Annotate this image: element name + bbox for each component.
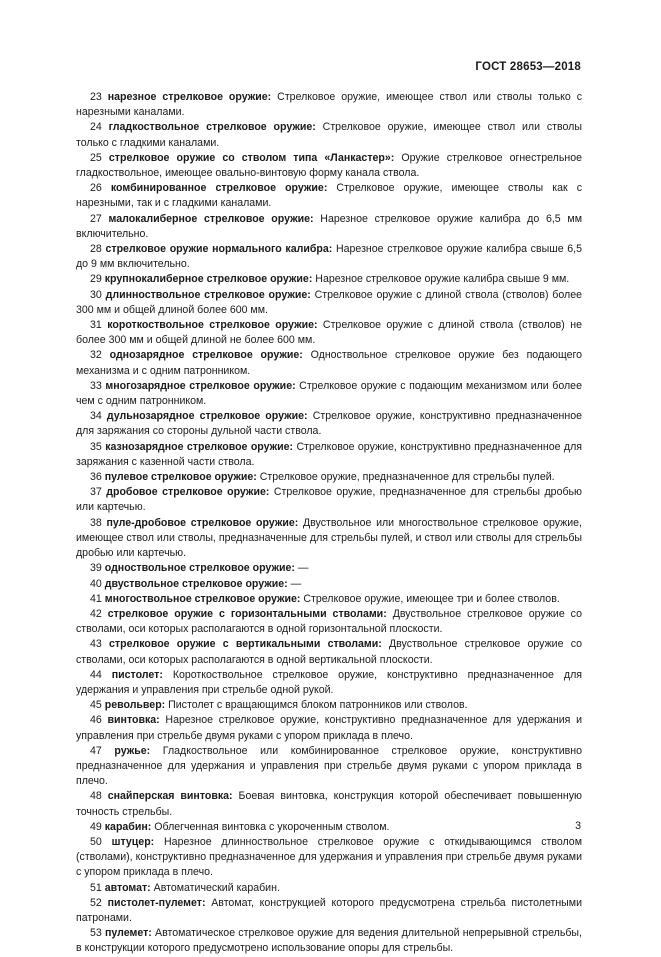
term-entry-37	[76, 485, 582, 515]
term-entry-24	[76, 120, 582, 150]
term-entry-29	[76, 272, 582, 287]
term-entry-39	[76, 561, 582, 576]
entry-definition: Автоматическое стрелковое оружие для ведения длительной непрерывной стрельбы, в конструкции которого предусмотрено использование опоры для стрельбы.	[76, 927, 582, 955]
entry-definition: Нарезное стрелковое оружие калибра до 6,5 мм включительно.	[76, 212, 582, 240]
entry-definition: Нарезное стрелковое оружие калибра свыше 9 мм.	[312, 273, 570, 286]
entry-definition: Стрелковое оружие с подающим механизмом или более чем с одним патронником.	[76, 379, 582, 408]
entry-term: однозарядное стрелковое оружие:	[109, 349, 303, 362]
entry-definition: —	[287, 577, 302, 590]
term-entry-34	[76, 409, 582, 439]
entry-number: 31	[90, 319, 102, 332]
entry-definition: Стрелковое оружие с длиной ствола (стволов) не более 300 мм и общей длиной не более 600 мм.	[76, 319, 582, 347]
entry-definition: Стрелковое оружие с длиной ствола (стволов) более 300 мм и общей длиной более 600 мм.	[76, 288, 582, 316]
entry-term: длинноствольное стрелковое оружие:	[105, 288, 311, 301]
entry-term: пистолет-пулемет:	[107, 896, 206, 909]
entry-number: 53	[90, 927, 102, 940]
entry-definition: Стрелковое оружие, предназначенное для стрельбы дробью или картечью.	[76, 486, 582, 514]
entry-number: 30	[90, 288, 102, 301]
term-entry-53	[76, 926, 582, 956]
entry-term: револьвер:	[104, 699, 166, 712]
entry-number: 37	[90, 486, 102, 499]
term-entry-40	[76, 577, 582, 592]
entry-number: 43	[90, 638, 102, 651]
entry-number: 24	[90, 121, 102, 134]
term-entry-32	[76, 348, 582, 378]
entry-term: стрелковое оружие с вертикальными стволами:	[109, 638, 382, 651]
entry-definition: Стрелковое оружие, имеющее ствол или стволы только с гладкими каналами.	[76, 121, 582, 149]
entry-term: стрелковое оружие с горизонтальными стволами:	[107, 607, 387, 620]
entry-definition: Короткоствольное стрелковое оружие, конструктивно предназначенное для удержания и управления при стрельбе одной рукой.	[76, 668, 582, 696]
term-entry-43	[76, 637, 582, 667]
entry-definition: Оружие стрелковое огнестрельное гладкоствольное, имеющее овально-винтовую форму канала ствола.	[76, 151, 582, 180]
entry-term: короткоствольное стрелковое оружие:	[107, 319, 318, 332]
entry-number: 42	[90, 607, 102, 620]
entry-definition: Автоматический карабин.	[150, 881, 280, 894]
entry-term: пулевое стрелковое оружие:	[104, 471, 257, 484]
entry-number: 39	[90, 562, 102, 575]
term-entry-45	[76, 698, 582, 713]
entry-definition: —	[294, 562, 309, 575]
term-entry-30	[76, 288, 582, 318]
entry-term: винтовка:	[107, 714, 160, 727]
entry-term: крупнокалиберное стрелковое оружие:	[104, 273, 313, 286]
entry-definition: Боевая винтовка, конструкция которой обеспечивает повышенную точность стрельбы.	[76, 790, 583, 818]
term-entry-44	[76, 668, 582, 698]
entry-definition: Одноствольное стрелковое оружие без подающего механизма и с одним патронником.	[76, 349, 582, 377]
entry-number: 48	[90, 790, 102, 803]
entry-term: стрелковое оружие со стволом типа «Ланкастер»:	[108, 151, 395, 164]
term-entry-38	[76, 516, 582, 562]
entry-number: 23	[90, 91, 102, 103]
entry-definition: Стрелковое оружие, конструктивно предназначенное для заряжания с казенной части ствола.	[76, 440, 583, 468]
term-entry-27	[76, 212, 582, 242]
entry-number: 25	[90, 151, 102, 164]
entry-term: комбинированное стрелковое оружие:	[110, 182, 328, 195]
entry-definition: Нарезное стрелковое оружие калибра свыше 6,5 до 9 мм включительно.	[76, 243, 582, 271]
entry-term: пистолет:	[111, 668, 163, 681]
terms-list	[76, 90, 582, 957]
entry-term: пулемет:	[105, 927, 152, 940]
document-code-header: ГОСТ 28653—2018	[475, 61, 581, 73]
entry-definition: Двуствольное или многоствольное стрелковое оружие, имеющее ствол или стволы, предназначенные для стрельбы пулей, и ствол или стволы для стрельбы дробью или картечью.	[76, 516, 582, 560]
entry-term: многоствольное стрелковое оружие:	[104, 592, 301, 605]
term-entry-51	[76, 881, 582, 896]
entry-term: автомат:	[104, 881, 151, 894]
entry-number: 28	[90, 243, 102, 256]
term-entry-42	[76, 607, 582, 637]
entry-term: дульнозарядное стрелковое оружие:	[106, 410, 308, 423]
entry-term: дробовое стрелковое оружие:	[106, 486, 270, 499]
entry-definition: Нарезное стрелковое оружие, конструктивно предназначенное для удержания и управления при стрельбе двумя руками с упором приклада в плечо.	[76, 714, 582, 742]
term-entry-25	[76, 151, 582, 181]
entry-definition: Двуствольное стрелковое оружие со стволами, оси которых располагаются в одной горизонтальной плоскости.	[76, 607, 582, 636]
term-entry-50	[76, 835, 582, 881]
entry-term: карабин:	[104, 820, 152, 833]
entry-term: снайперская винтовка:	[107, 790, 233, 803]
entry-term: многозарядное стрелковое оружие:	[105, 379, 296, 392]
entry-number: 46	[90, 714, 102, 727]
page-number: 3	[575, 820, 581, 832]
term-entry-47	[76, 744, 582, 790]
term-entry-46	[76, 713, 582, 743]
term-entry-48	[76, 789, 582, 819]
term-entry-33	[76, 379, 582, 409]
term-entry-41	[76, 592, 582, 607]
entry-number: 52	[90, 896, 102, 909]
entry-definition: Пистолет с вращающимся блоком патронников или стволов.	[165, 699, 468, 712]
entry-number: 47	[90, 744, 102, 757]
entry-term: нарезное стрелковое оружие:	[107, 91, 272, 103]
entry-number: 51	[90, 881, 102, 894]
entry-term: штуцер:	[111, 835, 155, 848]
entry-number: 32	[90, 349, 102, 362]
entry-definition: Облегченная винтовка с укороченным стволом.	[151, 820, 390, 833]
entry-number: 41	[90, 592, 102, 605]
entry-term: двуствольное стрелковое оружие:	[104, 577, 288, 590]
term-entry-26	[76, 181, 582, 211]
entry-number: 40	[90, 577, 102, 590]
entry-definition: Гладкоствольное или комбинированное стрелковое оружие, конструктивно предназначенное для удержания и управления при стрельбе двумя руками с упором приклада в плечо.	[76, 744, 582, 788]
entry-definition: Автомат, конструкцией которого предусмотрена стрельба пистолетными патронами.	[76, 896, 582, 924]
entry-term: пуле-дробовое стрелковое оружие:	[106, 516, 299, 529]
entry-term: малокалиберное стрелковое оружие:	[108, 212, 314, 225]
term-entry-31	[76, 318, 582, 348]
entry-definition: Стрелковое оружие, имеющее ствол или стволы только с нарезными каналами.	[76, 91, 582, 119]
entry-definition: Стрелковое оружие, имеющее стволы как с нарезными, так и с гладкими каналами.	[76, 182, 582, 210]
term-entry-49	[76, 820, 582, 835]
entry-number: 44	[90, 668, 102, 681]
entry-term: ружье:	[114, 744, 151, 757]
term-entry-52	[76, 896, 582, 926]
entry-number: 35	[90, 440, 102, 453]
entry-number: 26	[90, 182, 102, 195]
entry-number: 34	[90, 410, 102, 423]
entry-number: 38	[90, 516, 102, 529]
term-entry-36	[76, 470, 582, 485]
term-entry-28	[76, 242, 582, 272]
entry-definition: Нарезное длинноствольное стрелковое оружие с откидывающимся стволом (стволами), конструктивно предназначенное для удержания и управления при стрельбе двумя руками с упором приклада в плечо.	[76, 835, 582, 879]
entry-number: 33	[90, 379, 102, 392]
entry-number: 27	[90, 212, 102, 225]
entry-term: стрелковое оружие нормального калибра:	[105, 243, 333, 256]
entry-number: 36	[90, 471, 102, 484]
entry-number: 50	[90, 835, 102, 848]
term-entry-35	[76, 440, 582, 470]
entry-term: гладкоствольное стрелковое оружие:	[108, 121, 316, 134]
entry-definition: Стрелковое оружие, предназначенное для стрельбы пулей.	[256, 471, 555, 484]
entry-number: 29	[90, 273, 102, 286]
entry-number: 49	[90, 820, 102, 833]
entry-definition: Двуствольное стрелковое оружие со стволами, оси которых располагаются в одной вертикальной плоскости.	[76, 638, 582, 666]
entry-definition: Стрелковое оружие, конструктивно предназначенное для заряжания со стороны дульной части ствола.	[76, 410, 582, 438]
entry-term: казнозарядное стрелковое оружие:	[105, 440, 294, 453]
entry-definition: Стрелковое оружие, имеющее три и более стволов.	[300, 592, 560, 605]
entry-number: 45	[90, 699, 102, 712]
entry-term: одноствольное стрелковое оружие:	[104, 562, 295, 575]
term-entry-23	[76, 90, 582, 120]
